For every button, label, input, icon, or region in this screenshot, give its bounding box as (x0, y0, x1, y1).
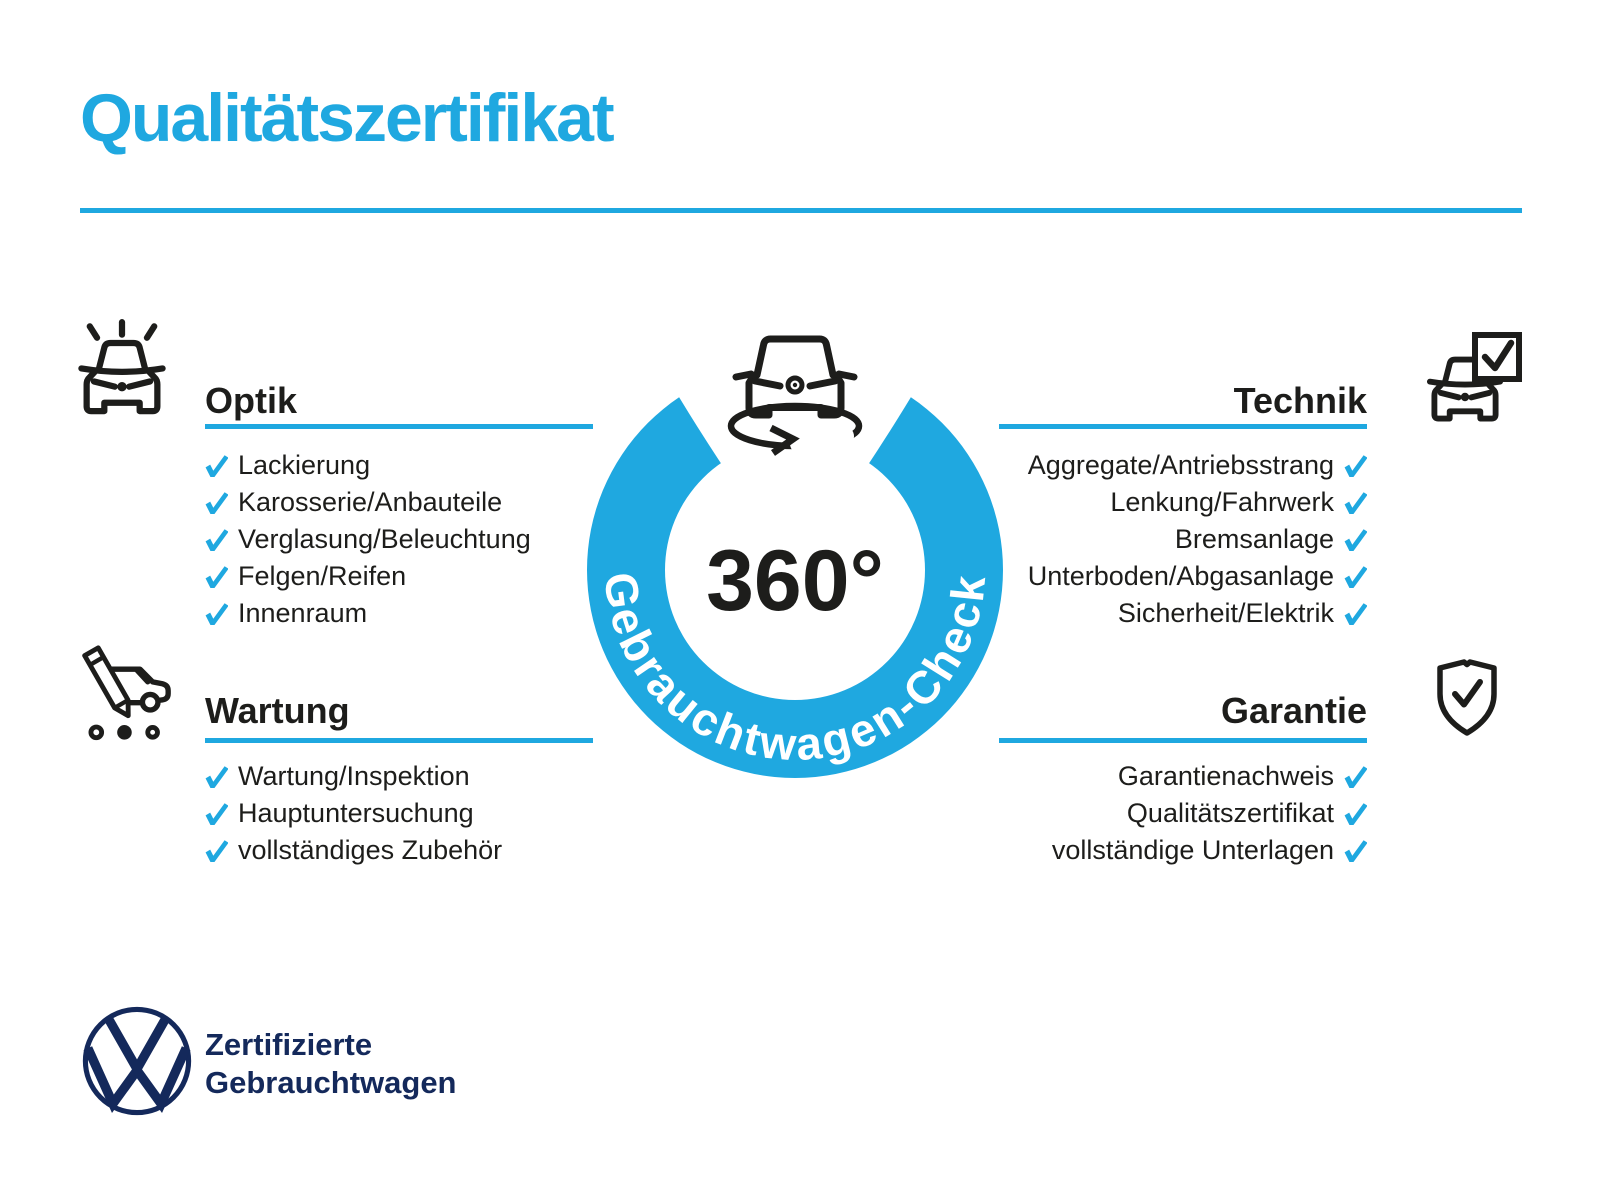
check-icon (1344, 491, 1367, 514)
check-icon (205, 602, 228, 625)
section-title-technik: Technik (1233, 380, 1367, 421)
check-icon (205, 839, 228, 862)
car-checkbox-icon (1412, 330, 1524, 442)
check-item (205, 484, 531, 521)
wartung-checklist (205, 758, 502, 869)
check-item (1028, 595, 1367, 632)
brand-text (205, 1026, 457, 1102)
ring-label: Gebrauchtwagen-Check (594, 569, 996, 771)
check-icon (1344, 528, 1367, 551)
check-item (205, 795, 502, 832)
check-item (1028, 484, 1367, 521)
check-item (205, 595, 531, 632)
check-icon (205, 454, 228, 477)
check-item (1052, 795, 1367, 832)
check-item-label: Qualitätszertifikat (1126, 798, 1334, 828)
check-icon (1344, 454, 1367, 477)
check-item (205, 758, 502, 795)
check-icon (205, 802, 228, 825)
section-title-wartung: Wartung (205, 690, 350, 731)
check-item (205, 558, 531, 595)
vw-logo (80, 1004, 194, 1118)
check-icon (1344, 765, 1367, 788)
check-item-label: Felgen/Reifen (238, 561, 407, 591)
check-item (1028, 521, 1367, 558)
page-title: Qualitätszertifikat (80, 80, 613, 156)
degree-label: 360° (706, 533, 884, 629)
check-icon (205, 765, 228, 788)
check-item-label: vollständiges Zubehör (238, 835, 503, 865)
check-icon (1344, 802, 1367, 825)
optik-checklist (205, 447, 531, 632)
check-icon (1344, 839, 1367, 862)
car-shine-icon (70, 318, 174, 422)
check-item-label: Aggregate/Antriebsstrang (1027, 450, 1334, 480)
pencil-car-service-icon (72, 642, 174, 744)
360-check-badge (530, 270, 1060, 830)
brand-line1: Zertifizierte (205, 1027, 373, 1062)
check-icon (205, 565, 228, 588)
section-title-optik: Optik (205, 380, 298, 421)
check-item-label: Sicherheit/Elektrik (1117, 598, 1334, 628)
check-item-label: Wartung/Inspektion (238, 761, 470, 791)
check-item-label: Hauptuntersuchung (238, 798, 474, 828)
check-item (1028, 447, 1367, 484)
check-icon (1344, 565, 1367, 588)
check-item (1052, 758, 1367, 795)
check-item (205, 832, 502, 869)
technik-checklist (1028, 447, 1367, 632)
check-item-label: Innenraum (238, 598, 368, 628)
check-item (205, 521, 531, 558)
check-item-label: Unterboden/Abgasanlage (1027, 561, 1334, 591)
brand-line2: Gebrauchtwagen (205, 1065, 457, 1100)
check-item-label: vollständige Unterlagen (1051, 835, 1334, 865)
section-title-garantie: Garantie (1220, 690, 1367, 731)
check-item-label: Lackierung (238, 450, 371, 480)
check-item (205, 447, 531, 484)
check-icon (205, 491, 228, 514)
check-item-label: Lenkung/Fahrwerk (1110, 487, 1334, 517)
check-item (1028, 558, 1367, 595)
check-item (1052, 832, 1367, 869)
check-icon (1344, 602, 1367, 625)
title-divider (80, 208, 1522, 213)
shield-check-icon (1434, 654, 1500, 742)
check-item-label: Karosserie/Anbauteile (238, 487, 503, 517)
check-item-label: Bremsanlage (1174, 524, 1334, 554)
check-item-label: Garantienachweis (1117, 761, 1334, 791)
check-item-label: Verglasung/Beleuchtung (238, 524, 531, 554)
garantie-checklist (1052, 758, 1367, 869)
check-icon (205, 528, 228, 551)
